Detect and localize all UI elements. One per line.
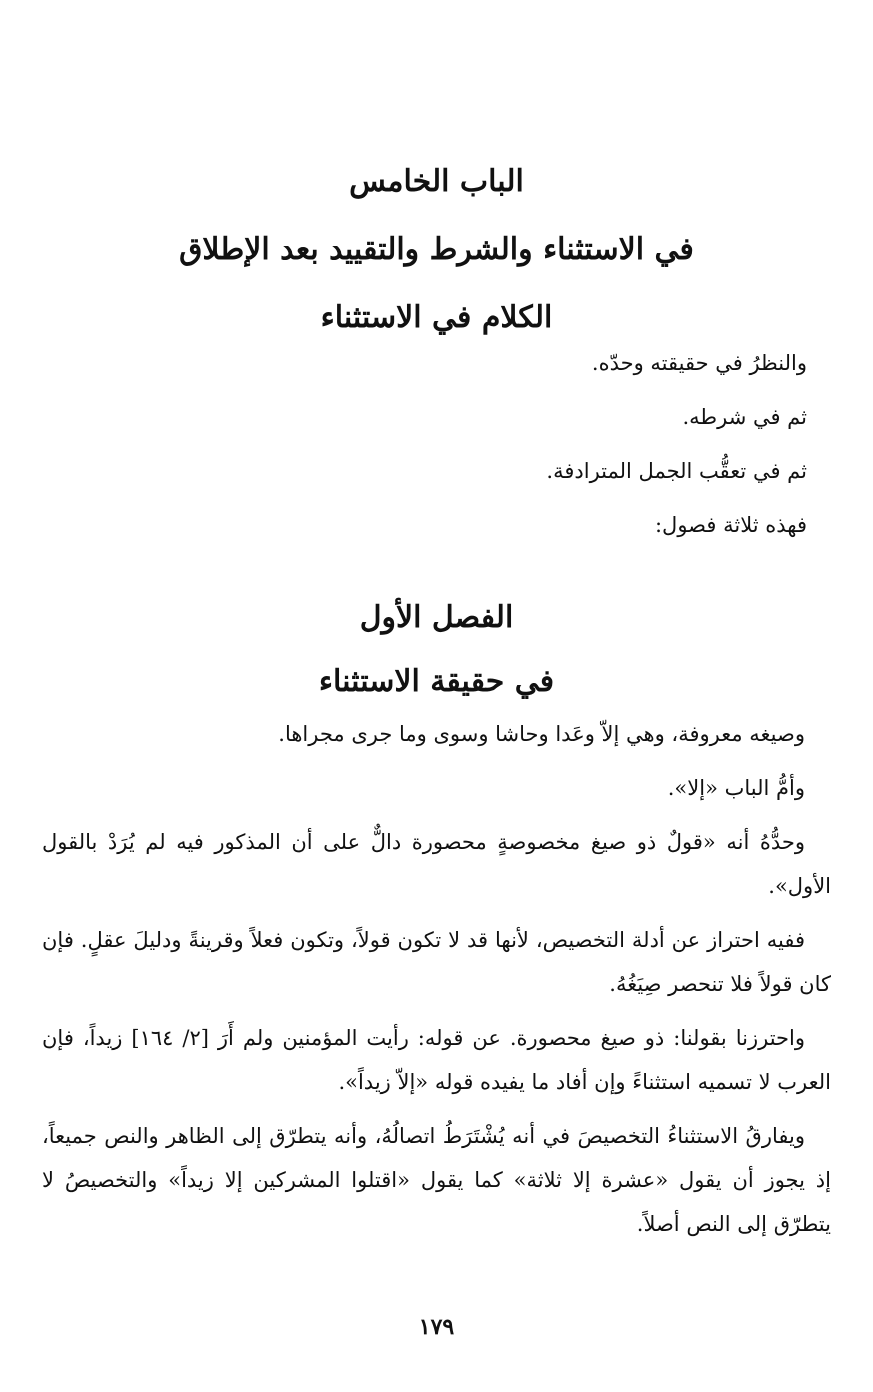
paragraph: ففيه احتراز عن أدلة التخصيص، لأنها قد لا تكون قولاً، وتكون فعلاً وقرينةً ودليلَ عقلٍ. فإن كان قولاً فلا تنحصر صِيَغُهُ. <box>42 928 831 996</box>
paragraph: وصيغه معروفة، وهي إلاّ وعَدا وحاشا وسوى وما جرى مجراها. <box>278 722 805 746</box>
topic-title: الكلام في الاستثناء <box>320 300 553 335</box>
section-headings <box>0 586 873 714</box>
paragraph: واحترزنا بقولنا: ذو صيغ محصورة. عن قوله: رأيت المؤمنين ولم أَرَ [٢/ ١٦٤] زيداً، فإن العرب لا تسميه استثناءً وإن أفاد ما يفيده قوله «إلاّ زيداً». <box>42 1026 831 1094</box>
section-subtitle: في حقيقة الاستثناء <box>318 664 555 699</box>
chapter-subtitle: في الاستثناء والشرط والتقييد بعد الإطلاق <box>179 232 694 267</box>
body-text <box>42 712 831 1256</box>
page-number: ١٧٩ <box>418 1314 455 1340</box>
section-title: الفصل الأول <box>359 600 514 635</box>
intro-line: والنظرُ في حقيقته وحدّه. <box>591 351 807 375</box>
intro-line: ثم في شرطه. <box>682 405 807 429</box>
paragraph: وحدُّهُ أنه «قولٌ ذو صيغ مخصوصةٍ محصورة دالٌّ على أن المذكور فيه لم يُرَدْ بالقول الأول». <box>42 830 831 898</box>
chapter-headings <box>0 148 873 352</box>
paragraph: ويفارقُ الاستثناءُ التخصيصَ في أنه يُشْتَرَطُ اتصالُهُ، وأنه يتطرّق إلى الظاهر والنص جميعاً، إذ يجوز أن يقول «عشرة إلا ثلاثة» كما يقول «اقتلوا المشركين إلا زيداً» والتخصيصُ لا يتطرّق إلى النص أصلاً. <box>42 1124 831 1236</box>
paragraph: وأمُّ الباب «إلا». <box>667 776 805 800</box>
intro-line: ثم في تعقُّب الجمل المترادفة. <box>546 459 807 483</box>
chapter-title: الباب الخامس <box>349 164 524 199</box>
intro-list <box>40 336 807 552</box>
intro-line: فهذه ثلاثة فصول: <box>654 513 807 537</box>
